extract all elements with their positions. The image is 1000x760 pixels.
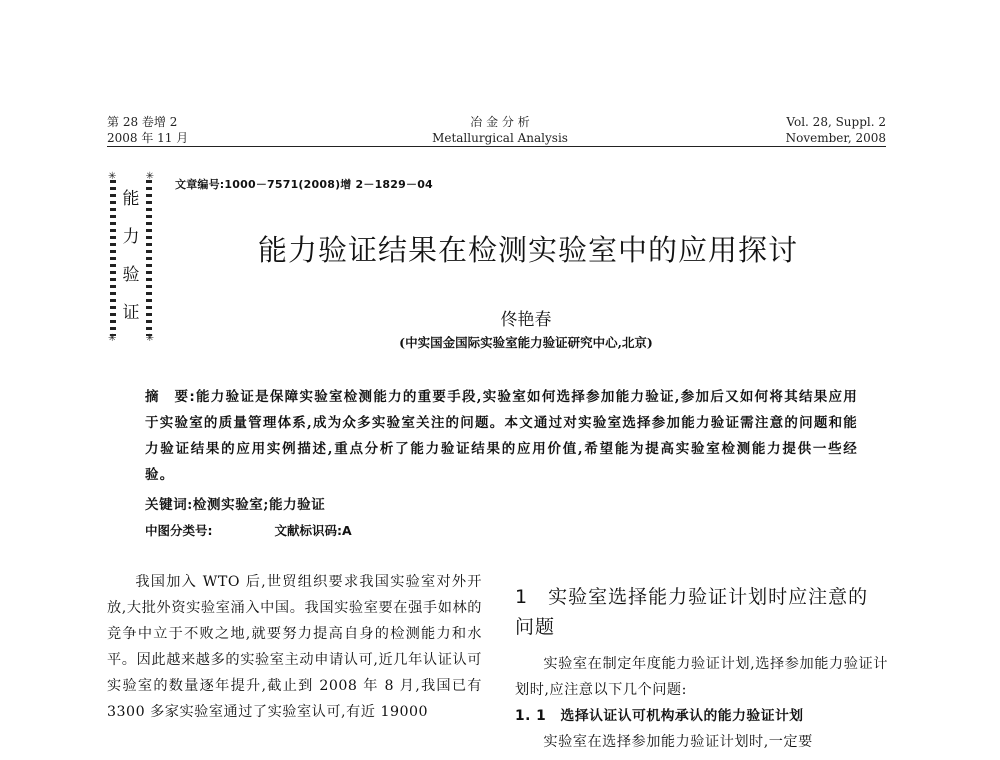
header-rule: [107, 146, 886, 147]
header-date-en: November, 2008: [785, 131, 886, 145]
section-1-heading: 1 实验室选择能力验证计划时应注意的问题: [515, 586, 869, 638]
author-name: 佟艳春: [500, 310, 552, 330]
document-code: 文献标识码:A: [274, 523, 352, 538]
badge-corner-tr: ✳: [145, 171, 154, 182]
abstract-text: 能力验证是保障实验室检测能力的重要手段,实验室如何选择参加能力验证,参加后又如何将其结果应用于实验室的质量管理体系,成为众多实验室关注的问题。本文通过对实验室选择参加能力验证需注意的问题和能力验证结果的应用实例描述,重点分析了能力验证结果的应用价值,希望能为提高实验室检测能力提供一些经验。: [145, 389, 858, 483]
subsection-1-1-paragraph: 实验室在选择参加能力验证计划时,一定要: [543, 734, 813, 750]
badge-corner-bl: ✳: [108, 333, 117, 344]
keywords-text: 检测实验室;能力验证: [192, 497, 326, 513]
header-right: [786, 114, 886, 146]
page-title: [0, 228, 1000, 269]
badge-char-1: 能: [122, 189, 140, 209]
header-volume-en: Vol. 28, Suppl. 2: [786, 115, 886, 129]
title-text: 能力验证结果在检测实验室中的应用探讨: [257, 233, 798, 267]
affiliation: [0, 333, 1000, 351]
keywords-label: 关键词:: [145, 497, 193, 513]
abstract: [145, 384, 858, 488]
subsection-1-1-heading: 1. 1 选择认证认可机构承认的能力验证计划: [515, 708, 804, 724]
badge-corner-tl: ✳: [108, 171, 117, 182]
affiliation-text: (中实国金国际实验室能力验证研究中心,北京): [399, 335, 653, 350]
intro-paragraph: 我国加入 WTO 后,世贸组织要求我国实验室对外开放,大批外资实验室涌入中国。我国实验室要在强手如林的竞争中立于不败之地,就要努力提高自身的检测能力和水平。因此越来越多的实验室主动申请认可,近几年认证认可实验室的数量逐年提升,截止到 2008 年 8 月,我国已有 3300 多家实验室通过了实验室认可,有近 19000: [107, 574, 482, 720]
header-left: [107, 114, 188, 146]
badge-char-2: 力: [122, 227, 140, 247]
journal-name-en: Metallurgical Analysis: [432, 131, 568, 145]
classification-label: 中图分类号:: [145, 523, 213, 538]
header-center: [350, 114, 650, 146]
author: [0, 305, 1000, 330]
section-1-paragraph: 实验室在制定年度能力验证计划,选择参加能力验证计划时,应注意以下几个问题:: [515, 656, 888, 698]
badge-char-3: 验: [122, 265, 140, 285]
badge-corner-br: ✳: [145, 333, 154, 344]
keywords: [145, 493, 325, 513]
classification: [145, 521, 352, 539]
section-1-body: [515, 651, 888, 755]
article-number: 文章编号:1000－7571(2008)增 2－1829－04: [175, 178, 433, 191]
badge-char-4: 证: [122, 303, 140, 323]
abstract-label: 摘 要:: [145, 389, 196, 405]
header-date: 2008 年 11 月: [107, 131, 189, 145]
header-volume: 第 28 卷增 2: [107, 115, 178, 129]
journal-name-cn: 冶 金 分 析: [470, 115, 530, 129]
body-left-column: [107, 569, 482, 725]
